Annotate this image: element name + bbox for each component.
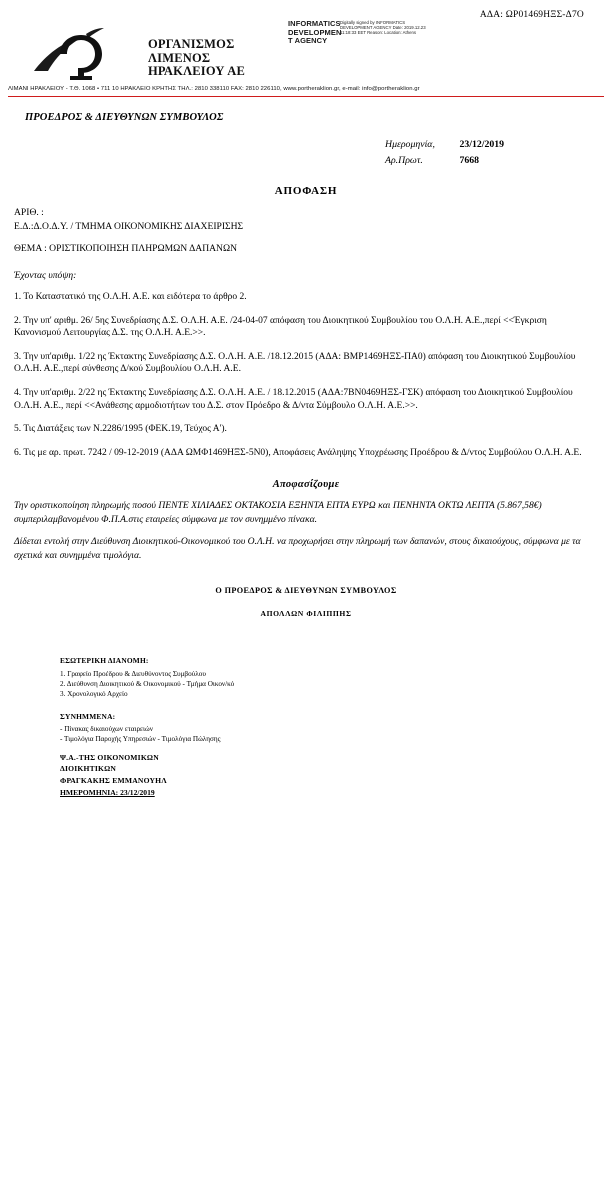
stamp-line-1: Ψ.Α.-ΤΗΣ ΟΙΚΟΝΟΜΙΚΩΝ <box>60 752 159 762</box>
idev-signature-detail: Digitally signed by INFORMATICS DEVELOPMENT AGENCY Date: 2019.12.23 11:18:33 EET Reason: Location: Athens <box>340 20 426 35</box>
stamp-date: ΗΜΕΡΟΜΗΝΙΑ: 23/12/2019 <box>60 788 155 798</box>
protocol-row <box>385 153 612 169</box>
department-line: Ε.Δ.:Δ.Ο.Δ.Υ. / ΤΜΗΜΑ ΟΙΚΟΝΟΜΙΚΗΣ ΔΙΑΧΕΙΡΙΣΗΣ <box>14 220 244 232</box>
president-title: ΠΡΟΕΔΡΟΣ & ΔΙΕΥΘΥΝΩΝ ΣΥΜΒΟΥΛΟΣ <box>25 112 224 123</box>
contact-line: ΛΙΜΑΝΙ ΗΡΑΚΛΕΙΟΥ - Τ.Θ. 1068 • 711 10 ΗΡΑΚΛΕΙΟ ΚΡΗΤΗΣ ΤΗΛ.: 2810 338110 FAX: 2810 226110, www.portheraklion.gr, e-mail: info@portheraklion.gr <box>8 86 420 92</box>
decide-heading: Αποφασίζουμε <box>272 479 340 491</box>
letterhead <box>0 20 612 98</box>
internal-distribution-list <box>60 669 612 699</box>
list-item: 3. Την υπ'αριθμ. 1/22 ης Έκτακτης Συνεδρίασης Δ.Σ. Ο.Λ.Η. Α.Ε. /18.12.2015 (ΑΔΑ: ΒΜΡ1469ΗΞΣ-ΠΑ0) απόφαση του Διοικητικού Συμβουλίου Ο.Λ.Η. Α.Ε.,περί σύνθεσης Δ/κού Συμβουλίου Ο.Λ.Η. Α.Ε. <box>14 351 576 375</box>
attachments-heading: ΣΥΝΗΜΜΕΝΑ: <box>60 711 116 721</box>
document-body <box>0 112 612 798</box>
stamp-line-2: ΔΙΟΙΚΗΤΙΚΩΝ <box>60 764 117 774</box>
protocol-value: 7668 <box>459 155 480 166</box>
list-item: 1. Το Καταστατικό της Ο.Λ.Η. Α.Ε. και ειδότερα το άρθρο 2. <box>14 292 247 302</box>
list-item: 2. Διεύθυνση Διοικητικού & Οικονομικού - Τμήμα Οικον/κό <box>60 679 235 688</box>
stamp-line-3: ΦΡΑΓΚΑΚΗΣ ΕΜΜΑΝΟΥΗΛ <box>60 775 167 785</box>
idev-signature-label: INFORMATICS DEVELOPMEN T AGENCY <box>288 19 342 46</box>
document-meta <box>385 137 612 169</box>
protocol-label: Αρ.Πρωτ. <box>385 155 423 166</box>
list-item: 1. Γραφείο Προέδρου & Διευθύνοντος Συμβούλου <box>60 669 206 678</box>
decision-paragraph-order: Δίδεται εντολή στην Διεύθυνση Διοικητικού-Οικονομικού του Ο.Λ.Η. να προχωρήσει στην πληρωμή των δαπανών, στους δικαιούχους, σύμφωνα με τα σχετικά και συνημμένα τιμολόγια. <box>14 536 581 561</box>
having-regard-label: Έχοντας υπόψη: <box>14 269 77 281</box>
list-item: 6. Τις με αρ. πρωτ. 7242 / 09-12-2019 (ΑΔΑ ΩΜΦ1469ΗΞΣ-5Ν0), Αποφάσεις Ανάληψης Υποχρέωσης Προέδρου & Δ/ντος Συμβούλου Ο.Λ.Η. Α.Ε. <box>14 447 582 458</box>
list-item: 5. Τις Διατάξεις των Ν.2286/1995 (ΦΕΚ.19, Τεύχος Α'). <box>14 424 227 435</box>
signatory-role: Ο ΠΡΟΕΔΡΟΣ & ΔΙΕΥΘΥΝΩΝ ΣΥΜΒΟΥΛΟΣ <box>215 585 397 595</box>
decision-paragraph-amount: Την οριστικοποίηση πληρωμής ποσού ΠΕΝΤΕ ΧΙΛΙΑΔΕΣ ΟΚΤΑΚΟΣΙΑ ΕΞΗΝΤΑ ΕΠΤΑ ΕΥΡΩ και ΠΕΝΗΝΤΑ ΟΚΤΩ ΛΕΠΤΑ (5.867,58€) συμπεριλαμβανομένου Φ.Π.Α.στις εταιρείες σύμφωνα με τον συνημμένο πίνακα. <box>14 500 542 525</box>
digital-stamp <box>60 752 612 787</box>
footer-block <box>60 656 612 799</box>
header-divider <box>8 96 604 97</box>
signatory-name: ΑΠΟΛΛΩΝ ΦΙΛΙΠΠΗΣ <box>260 608 352 618</box>
decision-title: ΑΠΟΦΑΣΗ <box>274 185 338 197</box>
date-row <box>385 137 612 153</box>
attachments-list <box>60 724 612 744</box>
subject-line: ΘΕΜΑ : ΟΡΙΣΤΙΚΟΠΟΙΗΣΗ ΠΛΗΡΩΜΩΝ ΔΑΠΑΝΩΝ <box>14 243 238 254</box>
date-label: Ημερομηνία, <box>385 139 435 150</box>
olh-logo-icon <box>26 24 144 82</box>
list-item: - Τιμολόγια Παροχής Υπηρεσιών - Τιμολόγια Πώλησης <box>60 734 221 743</box>
ada-code: ΑΔΑ: ΩΡ01469ΗΞΣ-Δ7Ο <box>479 10 584 20</box>
organization-logo <box>26 24 276 86</box>
list-item: 4. Την υπ'αριθμ. 2/22 ης Έκτακτης Συνεδρίασης Δ.Σ. Ο.Λ.Η. Α.Ε. / 18.12.2015 (ΑΔΑ:7ΒΝ0469ΗΞΣ-ΓΣΚ) απόφαση του Διοικητικού Συμβουλίου Ο.Λ.Η. Α.Ε., περί <<Ανάθεσης αρμοδιοτήτων του Δ.Σ. στον Πρόεδρο & Δ/ντα Σύμβουλο Ο.Λ.Η. Α.Ε.>>. <box>14 387 573 411</box>
list-item: 2. Την υπ' αριθμ. 26/ 5ης Συνεδρίασης Δ.Σ. Ο.Λ.Η. Α.Ε. /24-04-07 απόφαση του Διοικητικού Συμβουλίου του Ο.Λ.Η. Α.Ε.,περί <<Έγκριση Κανονισμού Λειτουργίας Δ.Σ. της Ο.Λ.Η. Α.Ε.>>. <box>14 315 547 339</box>
list-item: - Πίνακας δικαιούχων εταιρειών <box>60 724 153 733</box>
organization-name: ΟΡΓΑΝΙΣΜΟΣ ΛΙΜΕΝΟΣ ΗΡΑΚΛΕΙΟΥ ΑΕ <box>148 37 246 78</box>
considerations-list <box>14 291 586 459</box>
list-item: 3. Χρονολογικό Αρχείο <box>60 689 128 698</box>
internal-distribution-heading: ΕΣΩΤΕΡΙΚΗ ΔΙΑΝΟΜΗ: <box>60 655 149 665</box>
date-value: 23/12/2019 <box>459 139 505 150</box>
decision-number-line: ΑΡΙΘ. : <box>14 207 44 218</box>
